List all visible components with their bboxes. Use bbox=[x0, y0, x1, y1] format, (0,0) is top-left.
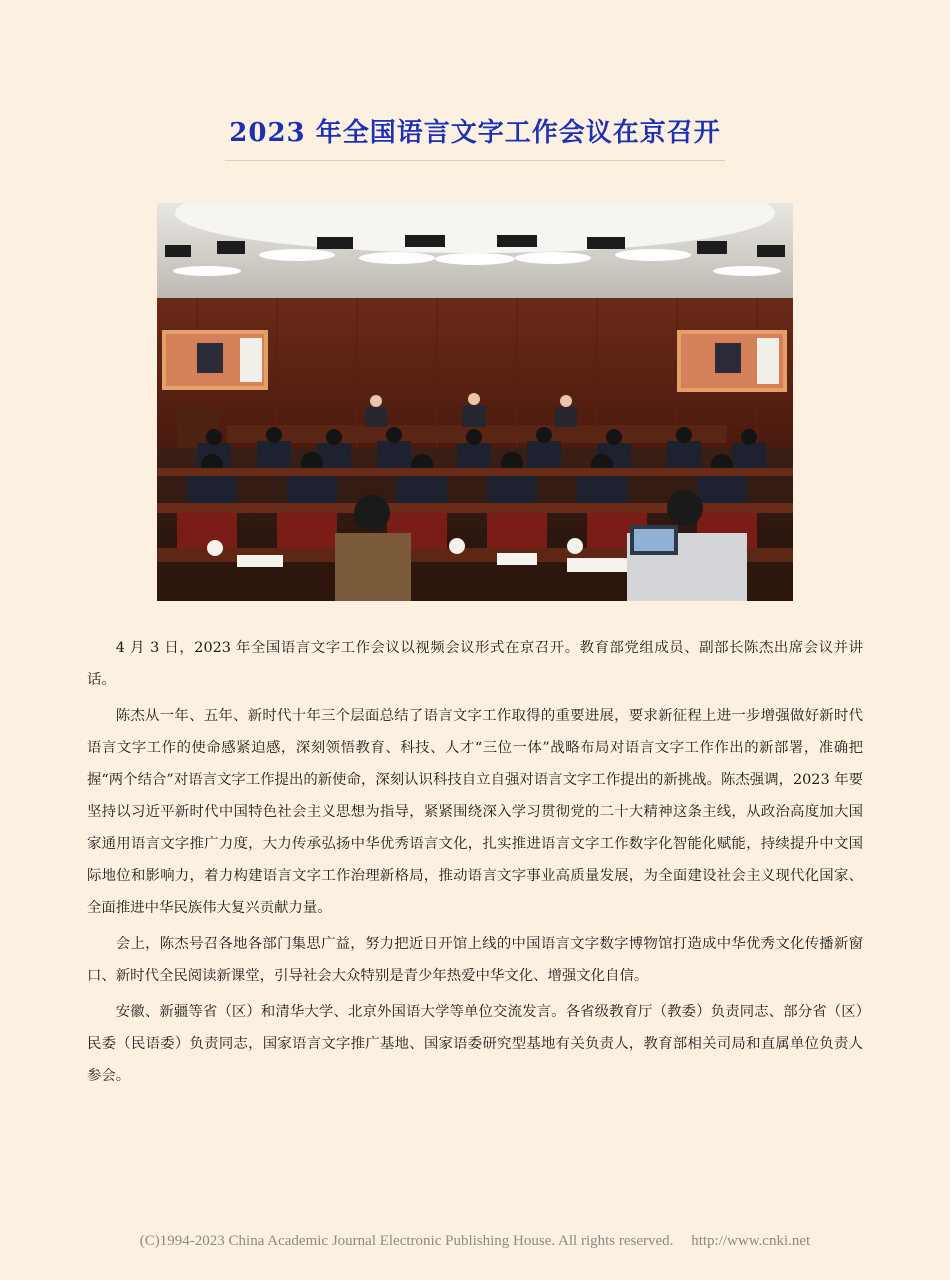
copyright-text: (C)1994-2023 China Academic Journal Electronic Publishing House. All rights reserved. bbox=[139, 1233, 674, 1249]
title-divider bbox=[225, 160, 725, 161]
article-body bbox=[87, 632, 863, 1096]
paragraph: 陈杰从一年、五年、新时代十年三个层面总结了语言文字工作取得的重要进展，要求新征程上进一步增强做好新时代语言文字工作的使命感紧迫感，深刻领悟教育、科技、人才“三位一体”战略布局对语言文字工作作出的新部署，准确把握“两个结合”对语言文字工作提出的新使命，深刻认识科技自立自强对语言文字工作提出的新挑战。陈杰强调，2023 年要坚持以习近平新时代中国特色社会主义思想为指导，紧紧围绕深入学习贯彻党的二十大精神这条主线，从政治高度加大国家通用语言文字推广力度，大力传承弘扬中华优秀语言文化，扎实推进语言文字工作数字化智能化赋能，持续提升中文国际地位和影响力，着力构建语言文字工作治理新格局，推动语言文字事业高质量发展，为全面建设社会主义现代化国家、全面推进中华民族伟大复兴贡献力量。 bbox=[87, 708, 863, 916]
conference-photo bbox=[157, 203, 793, 601]
cnki-link[interactable]: http://www.cnki.net bbox=[691, 1233, 811, 1249]
paragraph: 安徽、新疆等省（区）和清华大学、北京外国语大学等单位交流发言。各省级教育厅（教委）负责同志、部分省（区）民委（民语委）负责同志，国家语言文字推广基地、国家语委研究型基地有关负责人，教育部相关司局和直属单位负责人参会。 bbox=[87, 1004, 863, 1084]
paragraph: 会上，陈杰号召各地各部门集思广益，努力把近日开馆上线的中国语言文字数字博物馆打造成中华优秀文化传播新窗口、新时代全民阅读新课堂，引导社会大众特别是青少年热爱中华文化、增强文化自信。 bbox=[87, 936, 863, 984]
paragraph: 4 月 3 日，2023 年全国语言文字工作会议以视频会议形式在京召开。教育部党组成员、副部长陈杰出席会议并讲话。 bbox=[87, 640, 863, 688]
copyright-footer bbox=[0, 1233, 950, 1250]
article-title: 2023 年全国语言文字工作会议在京召开 bbox=[229, 118, 721, 148]
